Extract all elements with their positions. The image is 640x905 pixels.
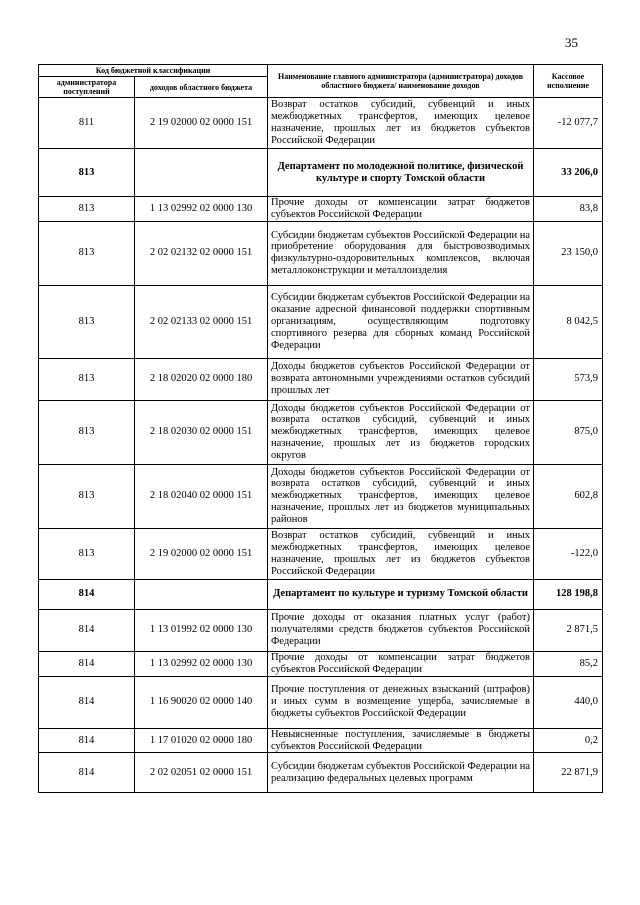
income-name-cell: Субсидии бюджетам субъектов Российской Федерации на приобретение оборудования для быстровозводимых физкультурно-оздоровительных комплексов, включая металлоконструкции и металлоизделия [268,221,534,285]
admin-code-cell: 813 [39,400,135,464]
income-code-cell: 1 13 02992 02 0000 130 [135,651,268,676]
income-name-cell: Возврат остатков субсидий, субвенций и иных межбюджетных трансфертов, имеющих целевое назначение, прошлых лет из бюджетов субъектов Российской Федерации [268,98,534,149]
header-income: доходов областного бюджета [135,77,268,98]
income-name-cell: Прочие доходы от компенсации затрат бюджетов субъектов Российской Федерации [268,197,534,222]
table-row [39,676,603,728]
execution-value-cell: -12 077,7 [534,98,603,149]
admin-code-cell: 814 [39,753,135,793]
execution-value-cell: 128 198,8 [534,579,603,609]
table-row [39,753,603,793]
admin-code-cell: 814 [39,609,135,651]
execution-value-cell: 85,2 [534,651,603,676]
table-row [39,528,603,579]
admin-code-cell: 813 [39,528,135,579]
income-name-cell: Департамент по культуре и туризму Томской области [268,579,534,609]
income-name-cell: Невыясненные поступления, зачисляемые в бюджеты субъектов Российской Федерации [268,728,534,753]
income-name-cell: Субсидии бюджетам субъектов Российской Федерации на оказание адресной финансовой поддержки спортивным организациям, осуществляющим подготовку спортивного резерва для сборных команд Российской Федерации [268,285,534,358]
income-name-cell: Прочие доходы от компенсации затрат бюджетов субъектов Российской Федерации [268,651,534,676]
income-name-cell: Субсидии бюджетам субъектов Российской Федерации на реализацию федеральных целевых программ [268,753,534,793]
table-row [39,358,603,400]
header-code-group: Код бюджетной классификации [39,65,268,77]
department-row [39,579,603,609]
income-code-cell: 1 16 90020 02 0000 140 [135,676,268,728]
admin-code-cell: 813 [39,358,135,400]
table-row [39,285,603,358]
income-code-cell: 2 02 02133 02 0000 151 [135,285,268,358]
budget-table [38,64,603,793]
income-code-cell: 2 02 02132 02 0000 151 [135,221,268,285]
table-row [39,221,603,285]
income-code-cell: 2 18 02040 02 0000 151 [135,464,268,528]
income-code-cell: 2 19 02000 02 0000 151 [135,528,268,579]
admin-code-cell: 814 [39,728,135,753]
page-number: 35 [565,35,578,50]
execution-value-cell: 33 206,0 [534,149,603,197]
execution-value-cell: 8 042,5 [534,285,603,358]
table-row [39,400,603,464]
admin-code-cell: 813 [39,464,135,528]
admin-code-cell: 811 [39,98,135,149]
income-code-cell: 2 18 02030 02 0000 151 [135,400,268,464]
execution-value-cell: 2 871,5 [534,609,603,651]
income-name-cell: Доходы бюджетов субъектов Российской Федерации от возврата остатков субсидий, субвенций и иных межбюджетных трансфертов, имеющих целевое назначение, прошлых лет из бюджетов городских округов [268,400,534,464]
header-execution: Кассовое исполнение [534,65,603,98]
income-name-cell: Доходы бюджетов субъектов Российской Федерации от возврата остатков субсидий, субвенций и иных межбюджетных трансфертов, имеющих целевое назначение, прошлых лет из бюджетов муниципальных районов [268,464,534,528]
income-name-cell: Прочие доходы от оказания платных услуг (работ) получателями средств бюджетов субъектов Российской Федерации [268,609,534,651]
execution-value-cell: 0,2 [534,728,603,753]
income-name-cell: Прочие поступления от денежных взысканий (штрафов) и иных сумм в возмещение ущерба, зачисляемые в бюджеты субъектов Российской Федерации [268,676,534,728]
table-row [39,98,603,149]
admin-code-cell: 814 [39,579,135,609]
admin-code-cell: 813 [39,221,135,285]
income-code-cell: 2 18 02020 02 0000 180 [135,358,268,400]
income-name-cell: Департамент по молодежной политике, физической культуре и спорту Томской области [268,149,534,197]
header-name: Наименование главного администратора (администратора) доходов областного бюджета/ наименование доходов [268,65,534,98]
execution-value-cell: 22 871,9 [534,753,603,793]
execution-value-cell: 83,8 [534,197,603,222]
header-admin: администратора поступлений [39,77,135,98]
income-name-cell: Доходы бюджетов субъектов Российской Федерации от возврата автономными учреждениями остатков субсидий прошлых лет [268,358,534,400]
income-code-cell: 2 19 02000 02 0000 151 [135,98,268,149]
execution-value-cell: 602,8 [534,464,603,528]
income-code-cell [135,149,268,197]
income-code-cell: 2 02 02051 02 0000 151 [135,753,268,793]
income-code-cell: 1 13 01992 02 0000 130 [135,609,268,651]
admin-code-cell: 813 [39,149,135,197]
table-row [39,464,603,528]
table-row [39,651,603,676]
admin-code-cell: 813 [39,197,135,222]
table-row [39,609,603,651]
execution-value-cell: 573,9 [534,358,603,400]
execution-value-cell: 23 150,0 [534,221,603,285]
execution-value-cell: 440,0 [534,676,603,728]
admin-code-cell: 813 [39,285,135,358]
income-code-cell: 1 13 02992 02 0000 130 [135,197,268,222]
table-row [39,728,603,753]
execution-value-cell: 875,0 [534,400,603,464]
admin-code-cell: 814 [39,676,135,728]
execution-value-cell: -122,0 [534,528,603,579]
income-code-cell [135,579,268,609]
department-row [39,149,603,197]
table-row [39,197,603,222]
income-code-cell: 1 17 01020 02 0000 180 [135,728,268,753]
admin-code-cell: 814 [39,651,135,676]
income-name-cell: Возврат остатков субсидий, субвенций и иных межбюджетных трансфертов, имеющих целевое назначение, прошлых лет из бюджетов субъектов Российской Федерации [268,528,534,579]
